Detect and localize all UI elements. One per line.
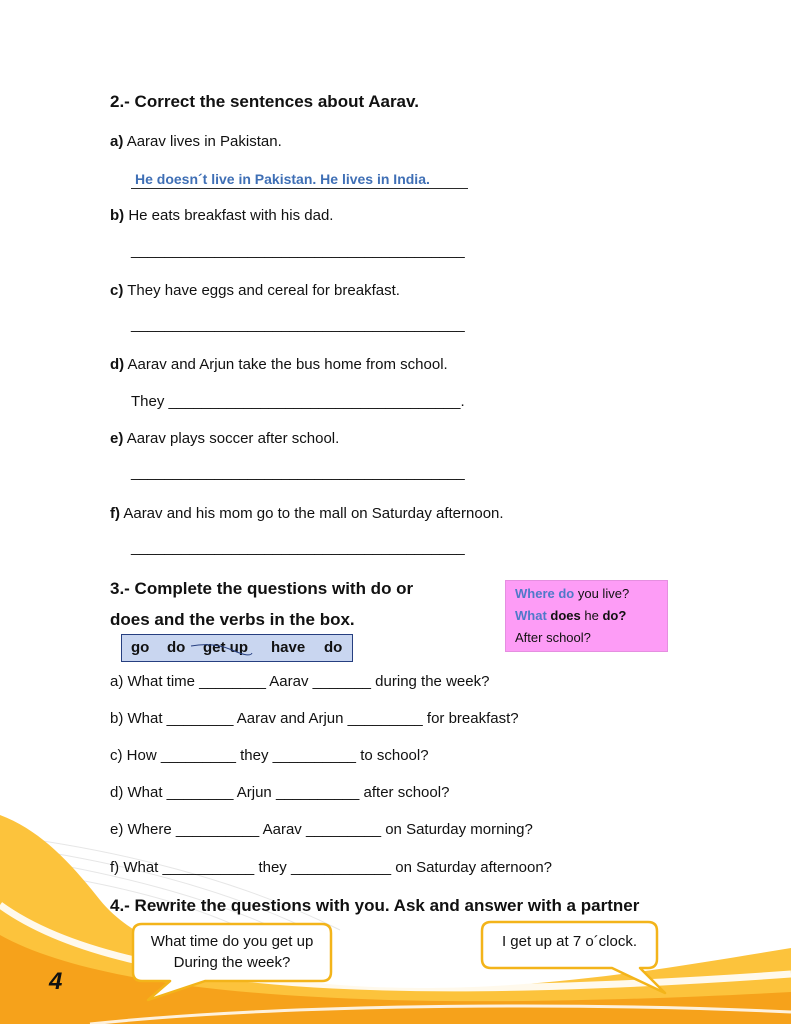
- section2-item-d: [110, 356, 448, 374]
- verb-word-box: [121, 634, 353, 662]
- question-a: a) What time ________ Aarav _______ during the week?: [110, 673, 490, 690]
- example-wh-word: What: [515, 608, 547, 623]
- question-c: c) How _________ they __________ to school?: [110, 747, 429, 764]
- item-sentence: Aarav and his mom go to the mall on Saturday afternoon.: [123, 505, 504, 522]
- example-subject: he: [584, 608, 599, 623]
- item-letter: e): [110, 430, 124, 447]
- example-line-1: [515, 583, 629, 605]
- question-e: e) Where __________ Aarav _________ on Saturday morning?: [110, 821, 533, 838]
- item-letter: c): [110, 282, 124, 299]
- item-letter: b): [110, 207, 125, 224]
- example-rest: you live?: [577, 586, 630, 601]
- word-do: do: [167, 639, 186, 656]
- item-letter: a): [110, 133, 124, 150]
- example-questions-box: [505, 580, 668, 652]
- bubble-right-line1: I get up at 7 o´clock.: [501, 933, 638, 950]
- crossed-out-mark: [122, 635, 352, 661]
- question-b: b) What ________ Aarav and Arjun _________ for breakfast?: [110, 710, 519, 727]
- example-wh-word: Where do: [515, 586, 575, 601]
- speech-bubble-right: [482, 933, 657, 951]
- item-a-answer: He doesn´t live in Pakistan. He lives in India.: [131, 171, 468, 189]
- speech-bubble-left: [133, 931, 331, 973]
- page-number: 4: [49, 968, 63, 995]
- item-b-answer-line: ________________________________________: [131, 242, 465, 259]
- word-go: go: [131, 639, 150, 656]
- item-e-answer-line: ________________________________________: [131, 464, 465, 481]
- example-line-2: [515, 605, 626, 627]
- bubble-left-line1: What time do you get up: [150, 933, 314, 950]
- word-get-up: get up: [203, 639, 248, 656]
- example-line-3: After school?: [515, 630, 591, 645]
- item-sentence: Aarav plays soccer after school.: [126, 430, 340, 447]
- section2-item-e: [110, 430, 339, 448]
- item-sentence: Aarav lives in Pakistan.: [126, 133, 282, 150]
- word-do-2: do: [324, 639, 343, 656]
- section3-title-line2: does and the verbs in the box.: [110, 610, 355, 629]
- section2-item-a: [110, 133, 282, 151]
- section2-item-f: [110, 505, 504, 523]
- bubble-left-line2: During the week?: [173, 954, 291, 971]
- section2-title: 2.- Correct the sentences about Aarav.: [110, 92, 419, 111]
- item-letter: f): [110, 505, 120, 522]
- item-sentence: Aarav and Arjun take the bus home from school.: [127, 356, 448, 373]
- item-f-answer-line: ________________________________________: [131, 539, 465, 556]
- example-verb: do?: [602, 608, 627, 623]
- section3-title-line1: 3.- Complete the questions with do or: [110, 579, 414, 598]
- example-aux: does: [550, 608, 581, 623]
- item-d-answer-line: They ___________________________________.: [131, 393, 465, 410]
- section2-item-b: [110, 207, 333, 225]
- item-letter: d): [110, 356, 125, 373]
- item-c-answer-line: ________________________________________: [131, 316, 465, 333]
- section4-title: 4.- Rewrite the questions with you. Ask and answer with a partner: [110, 896, 640, 915]
- item-sentence: He eats breakfast with his dad.: [128, 207, 334, 224]
- item-sentence: They have eggs and cereal for breakfast.: [127, 282, 400, 299]
- question-d: d) What ________ Arjun __________ after school?: [110, 784, 450, 801]
- word-have: have: [271, 639, 306, 656]
- question-f: f) What ___________ they ____________ on Saturday afternoon?: [110, 859, 553, 876]
- section2-item-c: [110, 282, 400, 300]
